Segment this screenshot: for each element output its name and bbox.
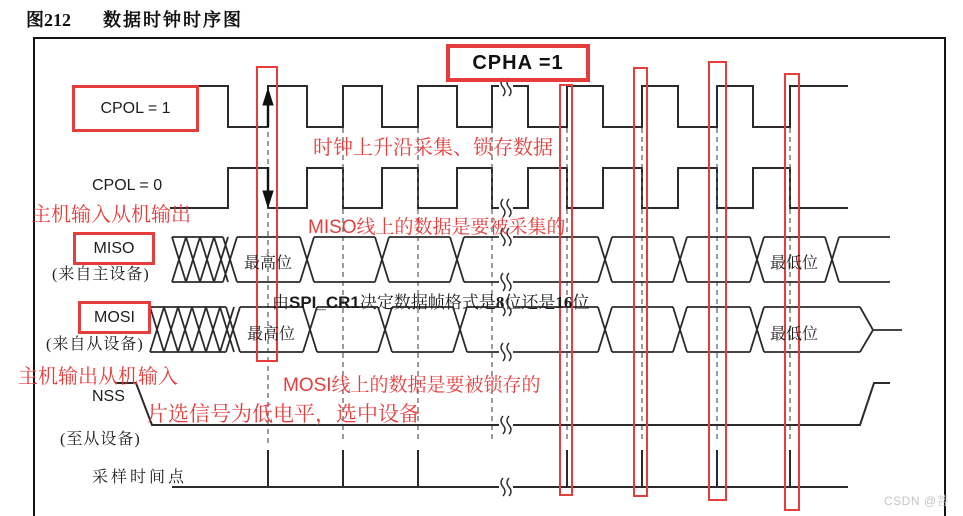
nss-label: NSS	[92, 388, 125, 405]
miso-direction-annotation: 主机输入从机输出	[31, 204, 191, 226]
mosi-bus-close	[860, 307, 902, 352]
cpol1-label: CPOL = 1	[100, 99, 171, 117]
cpol1-highlight-box	[72, 85, 199, 132]
miso-sublabel: (来自主设备)	[52, 266, 150, 283]
figure-caption	[26, 6, 243, 32]
clock-edge-annotation: 时钟上升沿采集、锁存数据	[313, 137, 553, 159]
nss-sublabel: (至从设备)	[60, 431, 141, 448]
miso-undefined-hatch	[172, 237, 228, 282]
mosi-label: MOSI	[94, 308, 135, 326]
nss-note-annotation: 片选信号为低电平，选中设备	[147, 403, 420, 426]
figure-title: 数据时钟时序图	[103, 10, 243, 30]
mosi-direction-annotation: 主机输出从机输入	[18, 366, 178, 388]
cpha-label: CPHA =1	[472, 51, 564, 74]
sample-points-label: 采样时间点	[92, 469, 188, 486]
miso-msb-cell: 最高位	[243, 255, 292, 272]
mosi-sublabel: (来自从设备)	[46, 336, 144, 353]
miso-label: MISO	[93, 239, 135, 257]
capture-edge-highlight-3	[633, 67, 648, 497]
mosi-undefined-hatch	[150, 307, 234, 352]
mosi-note-annotation: MOSI线上的数据是要被锁存的	[283, 375, 541, 396]
miso-note-annotation: MISO线上的数据是要被采集的	[308, 217, 566, 238]
mosi-highlight-box	[78, 301, 151, 334]
first-capture-edge-highlight	[256, 66, 278, 362]
csdn-watermark: CSDN @菩	[884, 494, 950, 508]
cpol0-label: CPOL = 0	[92, 177, 163, 194]
capture-edge-highlight-4	[708, 61, 727, 501]
capture-edge-highlight-5	[784, 73, 800, 511]
mosi-msb-cell: 最高位	[246, 326, 295, 343]
miso-lsb-cell: 最低位	[769, 255, 818, 272]
frame-format-note: 由SPI_CR1决定数据帧格式是8位还是16位	[272, 293, 590, 312]
figure-number: 图212	[26, 10, 71, 30]
mosi-lsb-cell: 最低位	[769, 326, 818, 343]
cpha-highlight-box	[446, 44, 590, 82]
